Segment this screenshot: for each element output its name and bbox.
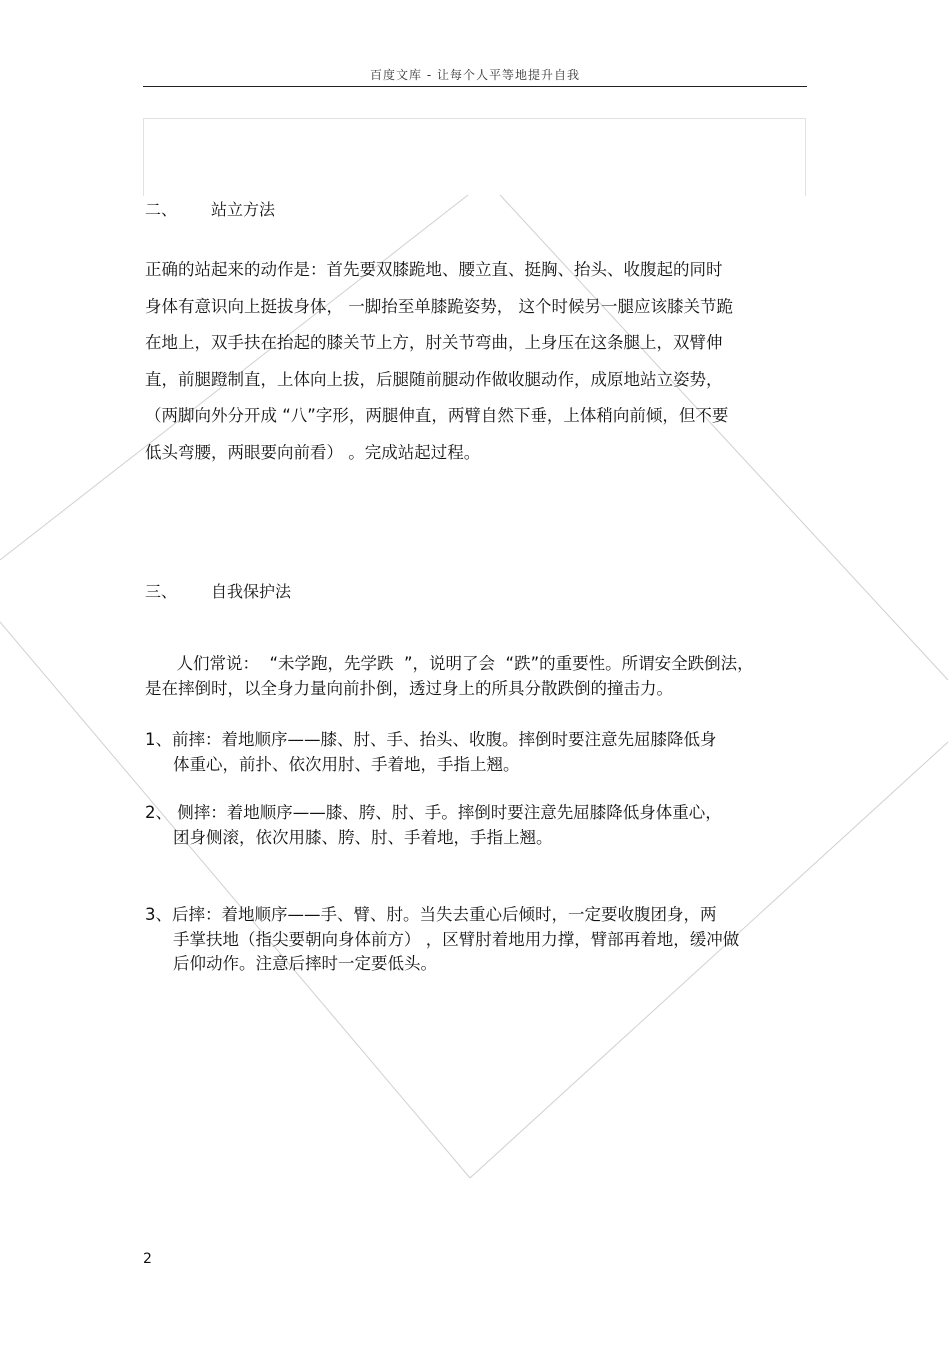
paragraph-line: 直，前腿蹬制直，上体向上拔，后腿随前腿动作做收腿动作，成原地站立姿势， [145,369,723,389]
header-title: 百度文库 - 让每个人平等地提升自我 [370,68,580,82]
paragraph-line: 正确的站起来的动作是：首先要双膝跪地、腰立直、挺胸、抬头、收腹起的同时 [145,260,723,279]
page-number: 2 [143,1251,152,1267]
paragraph-line: 在地上，双手扶在抬起的膝关节上方，肘关节弯曲，上身压在这条腿上，双臂伸 [145,333,723,353]
paragraph-line: （两脚向外分开成 “八”字形，两腿伸直，两臂自然下垂，上体稍向前倾，但不要 [145,406,729,426]
paragraph-line: 是在摔倒时，以全身力量向前扑倒，透过身上的所具分散跌倒的撞击力。 [145,678,673,698]
list-item-back-fall [145,903,795,977]
watermark-edge [0,622,470,1178]
section-title: 站立方法 [211,200,276,219]
paragraph-line: 低头弯腰，两眼要向前看） 。完成站起过程。 [145,442,481,462]
section-number: 二、 [145,200,178,219]
standing-method-paragraph [145,252,795,472]
self-protection-intro [145,652,795,701]
paragraph-line: 身体有意识向上挺拔身体， 一脚抬至单膝跪姿势， 这个时候另一腿应该膝关节跪 [145,296,733,316]
list-item-line: 2、 侧摔：着地顺序——膝、胯、肘、手。摔倒时要注意先屈膝降低身体重心， [145,803,722,822]
list-item-line: 后仰动作。注意后摔时一定要低头。 [173,954,437,973]
list-item-line: 团身侧滚，依次用膝、胯、肘、手着地，手指上翘。 [173,827,553,847]
list-item-line: 3、后摔：着地顺序——手、臂、肘。当失去重心后倾时，一定要收腹团身，两 [145,905,717,924]
paragraph-line: 人们常说： “未学跑，先学跌 ”，说明了会 “跌”的重要性。所谓安全跌倒法， [145,654,754,673]
section-heading-2 [145,197,275,220]
section-heading-3 [145,579,291,602]
list-item-line: 1、前摔：着地顺序——膝、肘、手、抬头、收腹。摔倒时要注意先屈膝降低身 [145,730,717,749]
list-item-side-fall [145,801,795,850]
list-item-line: 手掌扶地（指尖要朝向身体前方） ，区臂肘着地用力撑，臂部再着地，缓冲做 [173,929,740,949]
list-item-front-fall [145,728,795,777]
list-item-line: 体重心，前扑、依次用肘、手着地，手指上翘。 [173,754,520,774]
section-number: 三、 [145,582,178,601]
section-title: 自我保护法 [211,582,292,601]
